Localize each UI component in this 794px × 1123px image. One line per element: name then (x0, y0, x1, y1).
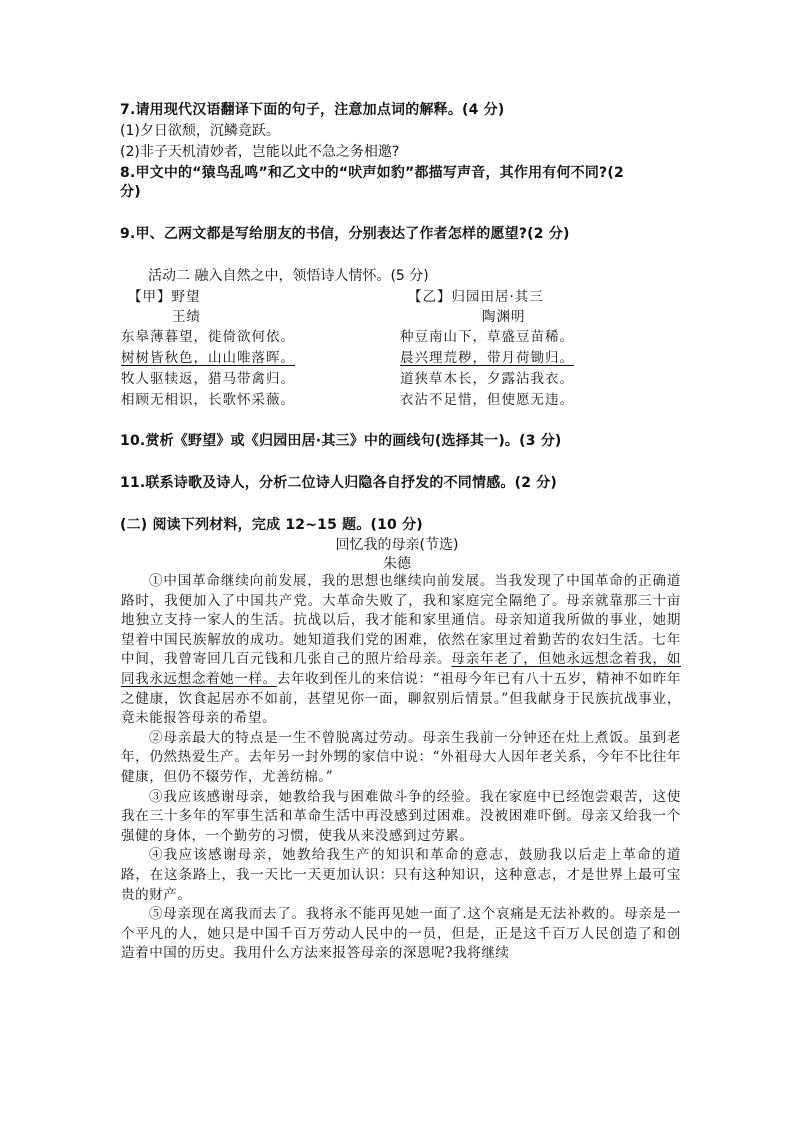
question-9: 9.甲、乙两文都是写给朋友的书信，分别表达了作者怎样的愿望?(2 分) (120, 226, 570, 242)
question-8-continued: 分) (120, 184, 141, 200)
question-7-item-1: (1)夕日欲颓，沉鳞竞跃。 (120, 123, 280, 139)
poem-b-line-4: 衣沾不足惜，但使愿无违。 (400, 392, 574, 408)
poem-a-line-1: 东皋薄暮望，徙倚欲何依。 (121, 329, 295, 345)
paragraph-3: ③我应该感谢母亲，她教给我与困难做斗争的经验。我在家庭中已经饱尝艰苦，这使我在三十多年的军事生活和革命生活中再没感到过困难。没被困难吓倒。母亲又给我一个强健的身体，一个勤劳的习惯，使我从来没感到过劳累。 (121, 788, 681, 844)
article-author: 朱德 (383, 556, 411, 572)
poem-a-title: 【甲】野望 (128, 289, 201, 305)
paragraph-4: ④我应该感谢母亲，她教给我生产的知识和革命的意志，鼓励我以后走上革命的道路，在这条路上，我一天比一天更加认识：只有这种知识，这种意志，才是世界上最可宝贵的财产。 (121, 847, 681, 903)
paragraph-2: ②母亲最大的特点是一生不曾脱离过劳动。母亲生我前一分钟还在灶上煮饭。虽到老年，仍然热爱生产。去年另一封外甥的家信中说：“外祖母大人因年老关系，今年不比往年健康，但仍不辍劳作，尤善纺棉。” (121, 729, 681, 785)
poem-a-line-2-underlined: 树树皆秋色，山山唯落晖。 (121, 350, 295, 366)
article-body (121, 572, 681, 964)
paragraph-5: ⑤母亲现在离我而去了。我将永不能再见她一面了.这个哀痛是无法补救的。母亲是一个平凡的人，她只是中国千百万劳动人民中的一员，但是，正是这千百万人民创造了和创造着中国的历史。我用什么方法来报答母亲的深恩呢?我将继续 (121, 906, 681, 962)
poem-b-author: 陶渊明 (482, 309, 526, 325)
paragraph-1-part-c: 去年收到侄儿的来信说：“祖母今年已有八十五岁，精神不如昨年之健康，饮食起居亦不如前，甚望见你一面，聊叙别后情景。”但我献身于民族抗战事业，竟未能报答母亲的希望。 (121, 670, 681, 727)
section-2-heading: (二) 阅读下列材料，完成 12~15 题。(10 分) (120, 517, 423, 533)
question-7: 7.请用现代汉语翻译下面的句子，注意加点词的解释。(4 分) (120, 102, 505, 118)
poem-b-line-2-underlined: 晨兴理荒秽，带月荷锄归。 (400, 350, 574, 366)
question-10: 10.赏析《野望》或《归园田居·其三》中的画线句(选择其一)。(3 分) (120, 433, 562, 449)
question-7-item-2: (2)非子天机清妙者，岂能以此不急之务相邀? (120, 144, 400, 160)
question-8: 8.甲文中的“猿鸟乱鸣”和乙文中的“吠声如豹”都描写声音，其作用有何不同?(2 (120, 165, 624, 181)
question-11: 11.联系诗歌及诗人，分析二位诗人归隐各自抒发的不同情感。(2 分) (120, 475, 558, 491)
activity-2-heading: 活动二 融入自然之中，领悟诗人情怀。(5 分) (148, 268, 429, 284)
poem-b-line-1: 种豆南山下，草盛豆苗稀。 (400, 329, 574, 345)
article-title: 回忆我的母亲(节选) (335, 537, 459, 553)
poem-a-author: 王绩 (172, 309, 201, 325)
poem-a-line-3: 牧人驱犊返，猎马带禽归。 (121, 371, 295, 387)
paragraph-1-part-a: ①中国革命继续向前发展，我的思想也继续向前发展。当我发现了中国革命的正确道路时，我便加入了中国共产党。大革命失败了，我和家庭完全隔绝了。母亲就靠那三十亩地独立支持一家人的生活。抗战以后，我才能和家里通信。母亲知道我所做的事业，她期望着中国民族解放的成功。她知道我们党的困难，依然在家里过着勤苦的农妇生活。七年中间，我曾寄回几百元钱和几张自己的照片给母亲。 (121, 573, 681, 668)
paragraph-1-underlined-sentence: 母亲年老了，但她永远想念着我，如同我永远想念着她一样。 (121, 651, 681, 687)
poem-a-line-4: 相顾无相识，长歌怀采薇。 (121, 392, 295, 408)
paragraph-1 (121, 572, 681, 729)
poem-b-title: 【乙】归园田居·其三 (408, 289, 544, 305)
poem-b-line-3: 道狭草木长，夕露沾我衣。 (400, 371, 574, 387)
